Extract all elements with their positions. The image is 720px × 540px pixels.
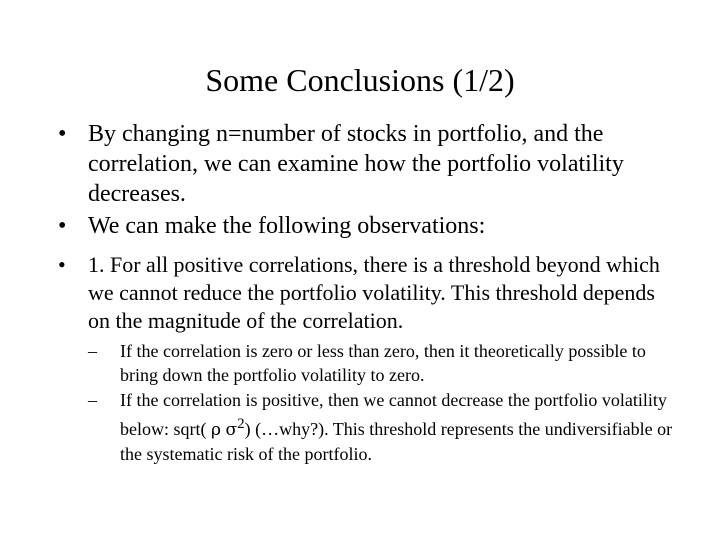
bullet-item bbox=[58, 251, 678, 466]
sub-bullet-list bbox=[88, 339, 678, 466]
sub-bullet-text: If the correlation is zero or less than zero, then it theoretically possible to bring down the portfolio volatility to zero. bbox=[120, 341, 646, 385]
bullet-text: By changing n=number of stocks in portfolio, and the correlation, we can examine how the portfolio volatility decreases. bbox=[88, 121, 624, 207]
sigma-symbol: σ bbox=[225, 420, 238, 440]
rho-symbol: ρ bbox=[210, 420, 221, 440]
sub-bullet-text-before: If the correlation is positive, then we cannot decrease the portfolio volatility below: sqrt( bbox=[120, 390, 667, 439]
bullet-item bbox=[58, 119, 678, 209]
sub-bullet-item bbox=[88, 388, 678, 466]
bullet-list bbox=[58, 119, 678, 468]
sub-bullet-marker: – bbox=[88, 390, 97, 410]
bullet-item bbox=[58, 211, 678, 241]
bullet-marker: • bbox=[58, 252, 66, 277]
sub-bullet-marker: – bbox=[88, 341, 97, 361]
sub-bullet-text-after: ) (…why?). This threshold represents the undiversifiable or the systematic risk of the portfolio. bbox=[120, 419, 673, 464]
bullet-text: 1. For all positive correlations, there is a threshold beyond which we cannot reduce the portfolio volatility. This threshold depends on the magnitude of the correlation. bbox=[88, 252, 660, 333]
sub-bullet-text bbox=[120, 390, 672, 464]
bullet-text: We can make the following observations: bbox=[88, 213, 486, 239]
bullet-marker: • bbox=[58, 121, 67, 147]
bullet-marker: • bbox=[58, 213, 67, 239]
sub-bullet-item bbox=[88, 339, 678, 387]
slide-title: Some Conclusions (1/2) bbox=[205, 62, 515, 98]
exponent: 2 bbox=[237, 416, 245, 432]
